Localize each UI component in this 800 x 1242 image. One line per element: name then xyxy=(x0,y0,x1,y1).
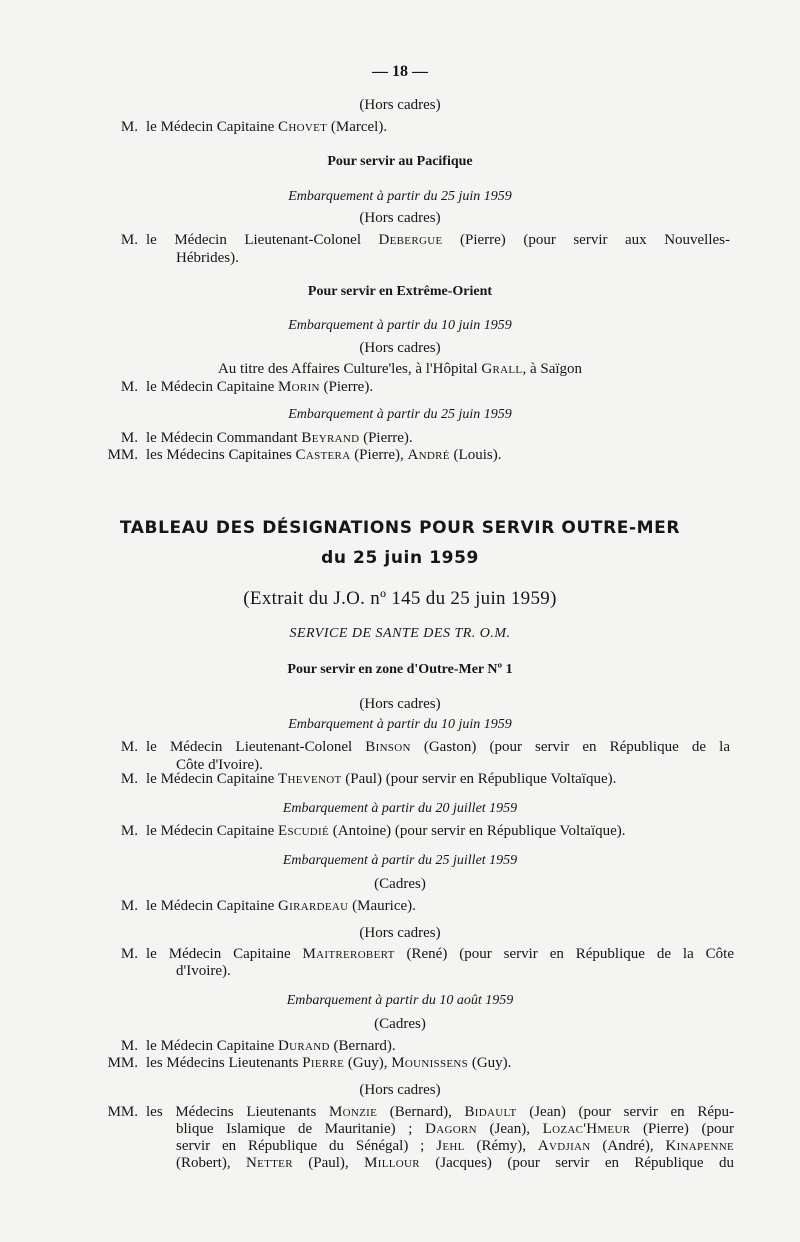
entry-label: MM. xyxy=(107,447,138,463)
entry-label: MM. xyxy=(107,1104,138,1120)
entry-chovet: le Médecin Capitaine Chovet (Marcel). xyxy=(146,119,388,135)
extrait-jo: (Extrait du J.O. nº 145 du 25 juin 1959) xyxy=(243,588,557,609)
embarquement-line: Embarquement à partir du 10 juin 1959 xyxy=(288,717,512,732)
entry-escudie: le Médecin Capitaine Escudié (Antoine) (pour servir en République Voltaïque). xyxy=(146,823,626,839)
entry-label: M. xyxy=(120,898,138,914)
embarquement-line: Embarquement à partir du 25 juillet 1959 xyxy=(282,853,518,868)
cadres-label: (Cadres) xyxy=(374,876,426,892)
entry-beyrand: le Médecin Commandant Beyrand (Pierre). xyxy=(146,430,413,446)
entry-lieutenants-line-4: (Robert), Netter (Paul), Millour (Jacques) (pour servir en République du xyxy=(176,1155,734,1171)
entry-maitrerobert: le Médecin Capitaine Maitrerobert (René) (pour servir en République de la Côte xyxy=(146,946,734,962)
embarquement-line: Embarquement à partir du 25 juin 1959 xyxy=(288,407,512,422)
entry-morin: le Médecin Capitaine Morin (Pierre). xyxy=(146,379,374,395)
entry-label: M. xyxy=(120,119,138,135)
heading-pacifique: Pour servir au Pacifique xyxy=(327,154,473,169)
entry-label: M. xyxy=(120,1038,138,1054)
entry-label: M. xyxy=(120,430,138,446)
entry-continuation: Côte d'Ivoire). xyxy=(176,757,263,773)
embarquement-line: Embarquement à partir du 10 août 1959 xyxy=(286,993,514,1008)
entry-girardeau: le Médecin Capitaine Girardeau (Maurice). xyxy=(146,898,416,914)
entry-castera-andre: les Médecins Capitaines Castera (Pierre), André (Louis). xyxy=(146,447,502,463)
entry-label: M. xyxy=(120,771,138,787)
entry-continuation: d'Ivoire). xyxy=(176,963,231,979)
entry-lieutenants-line-2: blique Islamique de Mauritanie) ; Dagorn (Jean), Lozac'Hmeur (Pierre) (pour xyxy=(176,1121,734,1137)
hors-cadres-label: (Hors cadres) xyxy=(359,1082,441,1098)
hors-cadres-label: (Hors cadres) xyxy=(359,925,441,941)
entry-label: M. xyxy=(120,823,138,839)
embarquement-line: Embarquement à partir du 25 juin 1959 xyxy=(288,189,512,204)
entry-label: M. xyxy=(120,739,138,755)
tableau-date: du 25 juin 1959 xyxy=(321,548,479,568)
heading-extreme-orient: Pour servir en Extrême-Orient xyxy=(307,284,493,299)
heading-zone-outre-mer: Pour servir en zone d'Outre-Mer Nº 1 xyxy=(287,662,513,677)
entry-durand: le Médecin Capitaine Durand (Bernard). xyxy=(146,1038,396,1054)
entry-label: M. xyxy=(120,232,138,248)
cadres-label: (Cadres) xyxy=(374,1016,426,1032)
tableau-title: TABLEAU DES DÉSIGNATIONS POUR SERVIR OUTRE-MER xyxy=(119,518,681,538)
entry-pierre-mounissens: les Médecins Lieutenants Pierre (Guy), Mounissens (Guy). xyxy=(146,1055,512,1071)
entry-label: M. xyxy=(120,946,138,962)
entry-lieutenants-line-1: les Médecins Lieutenants Monzie (Bernard), Bidault (Jean) (pour servir en Répu- xyxy=(146,1104,734,1120)
entry-binson: le Médecin Lieutenant-Colonel Binson (Gaston) (pour servir en République de la xyxy=(146,739,730,755)
titre-affaires-culturelles: Au titre des Affaires Culture'les, à l'Hôpital Grall, à Saïgon xyxy=(217,361,583,377)
hors-cadres-label: (Hors cadres) xyxy=(359,696,441,712)
page-number: — 18 — xyxy=(372,63,428,80)
embarquement-line: Embarquement à partir du 10 juin 1959 xyxy=(288,318,512,333)
hors-cadres-label: (Hors cadres) xyxy=(359,97,441,113)
service-sante: SERVICE DE SANTE DES TR. O.M. xyxy=(289,626,511,641)
hors-cadres-label: (Hors cadres) xyxy=(359,210,441,226)
entry-label: MM. xyxy=(107,1055,138,1071)
entry-continuation: Hébrides). xyxy=(176,250,239,266)
embarquement-line: Embarquement à partir du 20 juillet 1959 xyxy=(282,801,518,816)
entry-label: M. xyxy=(120,379,138,395)
entry-lieutenants-line-3: servir en République du Sénégal) ; Jehl (Rémy), Avdjian (André), Kinapenne xyxy=(176,1138,734,1154)
hors-cadres-label: (Hors cadres) xyxy=(359,340,441,356)
entry-debergue: le Médecin Lieutenant-Colonel Debergue (Pierre) (pour servir aux Nouvelles- xyxy=(146,232,731,248)
entry-thevenot: le Médecin Capitaine Thevenot (Paul) (pour servir en République Voltaïque). xyxy=(146,771,617,787)
